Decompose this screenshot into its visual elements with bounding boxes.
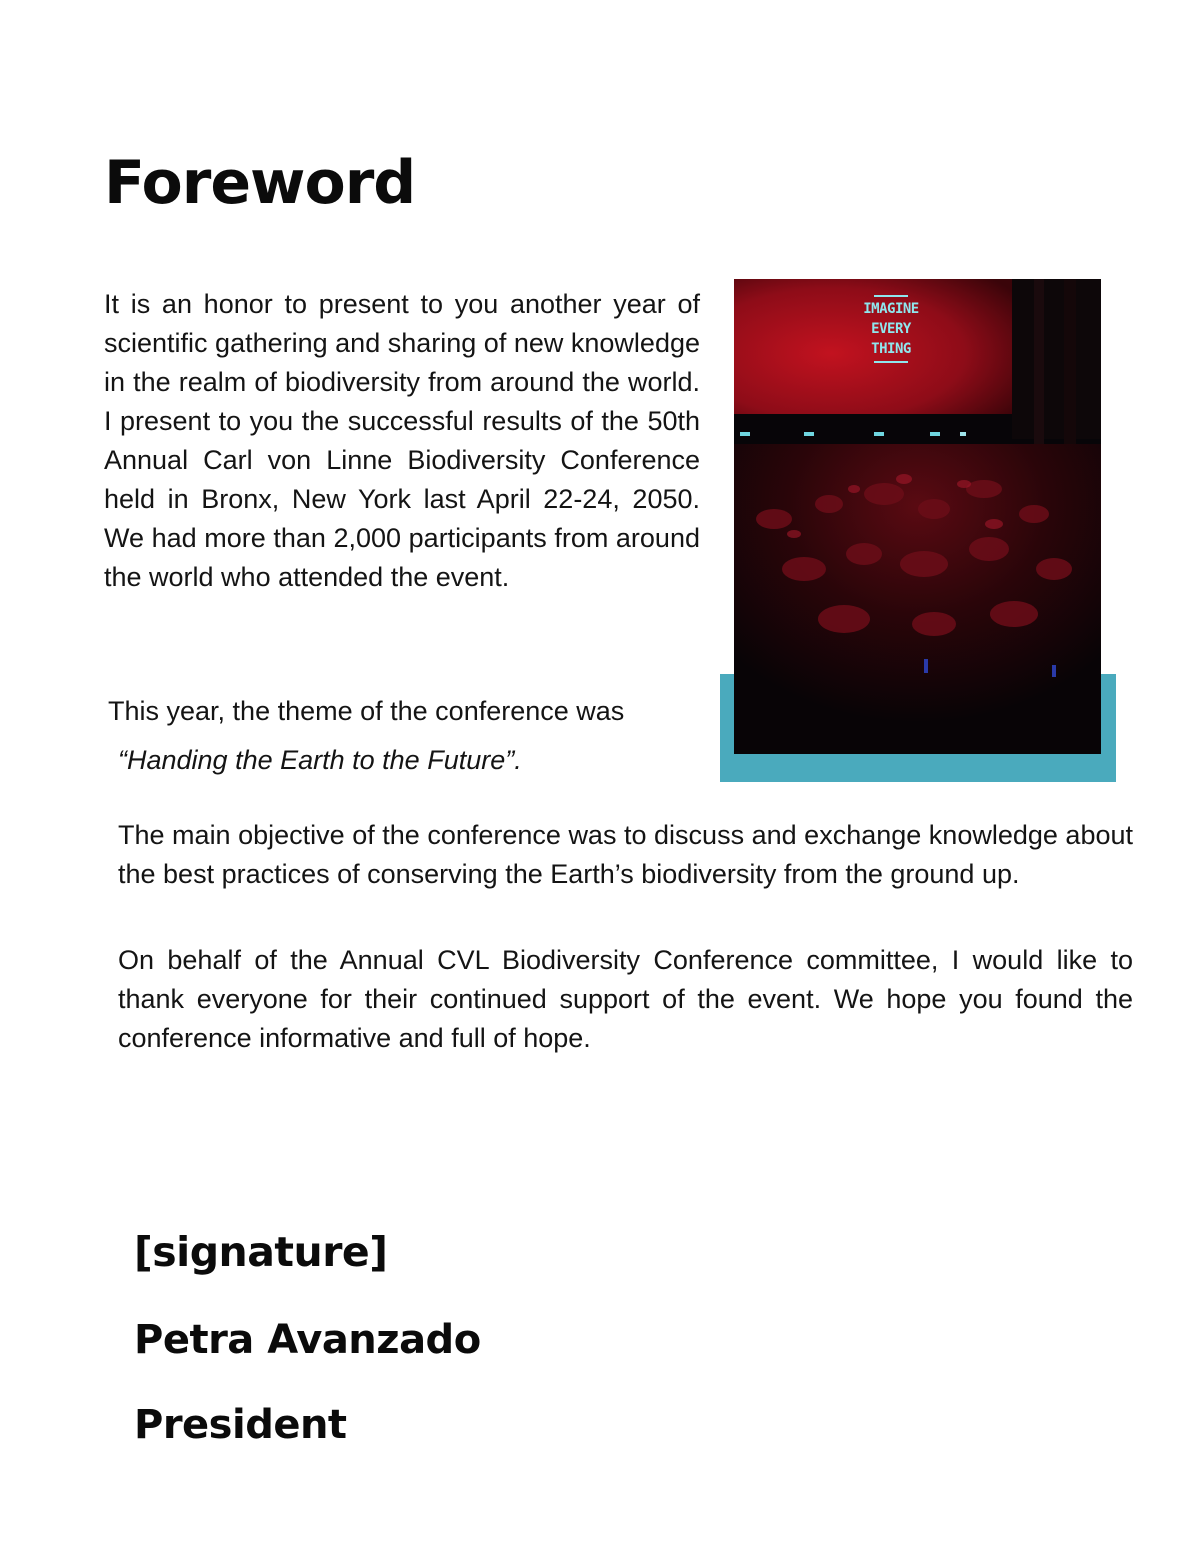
intro-paragraph: It is an honor to present to you another year of scientific gathering and sharing of new knowledge in the realm of biodiversity from around the world. I present to you the successful results of the 50th Annual Carl von Linne Biodiversity Conference held in Bronx, New York last April 22-24, 2050. We had more than 2,000 participants from around the world who attended the event.	[104, 289, 700, 592]
theme-quote: “Handing the Earth to the Future”.	[118, 745, 522, 775]
signer-name: Petra Avanzado	[134, 1317, 481, 1363]
page-title: Foreword	[104, 148, 416, 218]
conference-photo	[734, 279, 1101, 754]
thanks-paragraph: On behalf of the Annual CVL Biodiversity Conference committee, I would like to thank everyone for their continued support of the event. We hope you found the conference informative and full of hope.	[118, 945, 1133, 1053]
screen-text-line: EVERY	[871, 321, 911, 337]
signer-title: President	[134, 1402, 347, 1448]
screen-text-line: IMAGINE	[863, 301, 919, 317]
theme-paragraph: This year, the theme of the conference was	[108, 696, 625, 726]
signature-placeholder: [signature]	[134, 1228, 388, 1276]
screen-text	[856, 295, 926, 363]
screen-text-line: THING	[871, 341, 911, 357]
objective-paragraph: The main objective of the conference was to discuss and exchange knowledge about the best practices of conserving the Earth’s biodiversity from the ground up.	[118, 820, 1133, 889]
